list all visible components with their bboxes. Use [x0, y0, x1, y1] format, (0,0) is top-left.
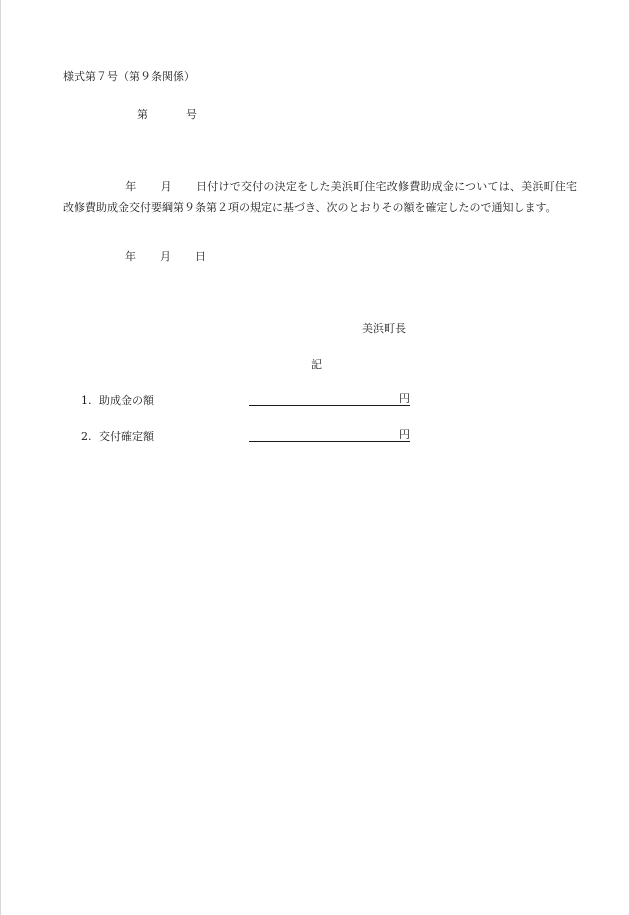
issuer-name: 美浜町長: [362, 322, 406, 335]
notice-body: [63, 176, 577, 218]
form-label: 様式第７号（第９条関係）: [63, 70, 195, 83]
item-number: 1.: [81, 394, 92, 407]
date-month: 月: [160, 250, 171, 263]
yen-unit: 円: [399, 428, 410, 441]
number-dai: 第: [137, 108, 148, 121]
notice-number-line: [137, 106, 197, 122]
date-year: 年: [125, 250, 136, 263]
item-confirmed-amount: [81, 428, 154, 444]
item-number: 2.: [81, 430, 92, 443]
ki-heading: 記: [311, 358, 322, 371]
amount-field-subsidy: [249, 390, 410, 406]
yen-unit: 円: [399, 392, 410, 405]
date-day: 日: [195, 250, 206, 263]
amount-field-confirmed: [249, 426, 410, 442]
item-label: 交付確定額: [99, 430, 154, 443]
number-go: 号: [186, 108, 197, 121]
item-label: 助成金の額: [99, 394, 154, 407]
body-year: 年: [125, 180, 137, 193]
item-subsidy-amount: [81, 392, 154, 408]
date-line: [125, 248, 206, 264]
body-text: 日付けで交付の決定をした美浜町住宅改修費助成金については、美浜町住宅改修費助成金交付要綱第９条第２項の規定に基づき、次のとおりその額を確定したので通知します。: [63, 180, 578, 214]
body-month: 月: [160, 180, 172, 193]
